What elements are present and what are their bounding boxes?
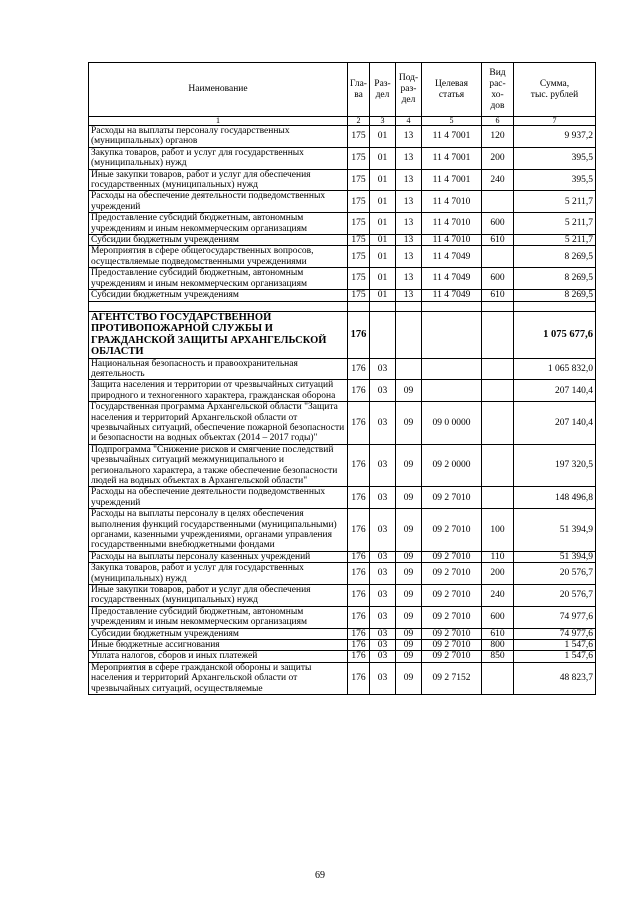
- table-row: [89, 311, 596, 358]
- table-row: [89, 628, 596, 639]
- table-row: [89, 213, 596, 235]
- row-subsection: 09: [396, 402, 422, 445]
- row-chapter: 176: [348, 662, 370, 694]
- row-name: Подпрограмма "Снижение рисков и смягчение последствий чрезвычайных ситуаций межмуниципального и регионального характера, а также обеспечение безопасности людей на водных объектах в Архангельской области": [89, 444, 348, 487]
- row-subsection: 13: [396, 191, 422, 213]
- row-chapter: 175: [348, 147, 370, 169]
- table-row: [89, 606, 596, 628]
- row-section: 03: [370, 444, 396, 487]
- table-body: [89, 126, 596, 695]
- table-row: [89, 402, 596, 445]
- row-section: 03: [370, 509, 396, 552]
- table-row: [89, 147, 596, 169]
- table-row: [89, 235, 596, 246]
- header-expense-type: Вид рас- хо- дов: [482, 63, 514, 117]
- table-row: [89, 358, 596, 380]
- row-expense-type: [482, 662, 514, 694]
- row-section: 03: [370, 585, 396, 607]
- empty-cell: [422, 301, 482, 311]
- table-row: [89, 290, 596, 301]
- column-number: 6: [482, 117, 514, 126]
- row-chapter: 175: [348, 290, 370, 301]
- row-amount: 74 977,6: [514, 628, 596, 639]
- row-section: 01: [370, 126, 396, 148]
- row-target-article: 09 2 7010: [422, 563, 482, 585]
- row-target-article: 11 4 7049: [422, 290, 482, 301]
- row-expense-type: [482, 380, 514, 402]
- row-name: Предоставление субсидий бюджетным, автономным учреждениям и иным некоммерческим организациям: [89, 606, 348, 628]
- empty-cell: [482, 301, 514, 311]
- row-chapter: 175: [348, 169, 370, 191]
- row-name: Субсидии бюджетным учреждениям: [89, 290, 348, 301]
- row-target-article: 11 4 7010: [422, 191, 482, 213]
- row-expense-type: 800: [482, 640, 514, 651]
- row-name: Расходы на выплаты персоналу государственных (муниципальных) органов: [89, 126, 348, 148]
- row-expense-type: 610: [482, 290, 514, 301]
- table-row: [89, 444, 596, 487]
- table-row: [89, 246, 596, 268]
- row-name: Расходы на обеспечение деятельности подведомственных учреждений: [89, 191, 348, 213]
- row-expense-type: 600: [482, 213, 514, 235]
- spacer-row: [89, 301, 596, 311]
- row-name: Предоставление субсидий бюджетным, автономным учреждениям и иным некоммерческим организациям: [89, 213, 348, 235]
- column-number: 5: [422, 117, 482, 126]
- row-section: 01: [370, 213, 396, 235]
- header-section: Раз- дел: [370, 63, 396, 117]
- row-subsection: 09: [396, 651, 422, 662]
- row-expense-type: 100: [482, 509, 514, 552]
- row-amount: 207 140,4: [514, 402, 596, 445]
- table-row: [89, 563, 596, 585]
- row-name: Расходы на обеспечение деятельности подведомственных учреждений: [89, 487, 348, 509]
- row-amount: 1 075 677,6: [514, 311, 596, 358]
- row-name: Закупка товаров, работ и услуг для государственных (муниципальных) нужд: [89, 147, 348, 169]
- row-section: 01: [370, 147, 396, 169]
- column-number: 3: [370, 117, 396, 126]
- row-name: Национальная безопасность и правоохранительная деятельность: [89, 358, 348, 380]
- row-expense-type: 600: [482, 268, 514, 290]
- row-amount: 20 576,7: [514, 563, 596, 585]
- row-name: Иные закупки товаров, работ и услуг для обеспечения государственных (муниципальных) нужд: [89, 169, 348, 191]
- row-section: 01: [370, 191, 396, 213]
- table-header-row: [89, 63, 596, 117]
- row-amount: 8 269,5: [514, 246, 596, 268]
- page-number: 69: [315, 870, 325, 881]
- row-amount: 9 937,2: [514, 126, 596, 148]
- row-chapter: 176: [348, 358, 370, 380]
- row-chapter: 176: [348, 640, 370, 651]
- row-section: 03: [370, 628, 396, 639]
- row-subsection: 09: [396, 628, 422, 639]
- header-chapter: Гла- ва: [348, 63, 370, 117]
- row-target-article: 11 4 7001: [422, 147, 482, 169]
- row-expense-type: 240: [482, 585, 514, 607]
- header-subsection: Под- раз- дел: [396, 63, 422, 117]
- row-target-article: 09 0 0000: [422, 402, 482, 445]
- row-chapter: 175: [348, 268, 370, 290]
- table-row: [89, 169, 596, 191]
- row-section: 03: [370, 358, 396, 380]
- row-target-article: 09 2 7152: [422, 662, 482, 694]
- row-expense-type: 850: [482, 651, 514, 662]
- row-expense-type: 610: [482, 235, 514, 246]
- row-target-article: 09 2 7010: [422, 487, 482, 509]
- row-section: 03: [370, 662, 396, 694]
- row-amount: 20 576,7: [514, 585, 596, 607]
- row-target-article: 09 2 7010: [422, 509, 482, 552]
- row-subsection: 09: [396, 380, 422, 402]
- row-expense-type: [482, 402, 514, 445]
- row-chapter: 175: [348, 126, 370, 148]
- column-numbers-row: [89, 117, 596, 126]
- row-section: 03: [370, 606, 396, 628]
- row-subsection: 13: [396, 147, 422, 169]
- row-section: 03: [370, 402, 396, 445]
- row-section: 01: [370, 246, 396, 268]
- row-amount: 8 269,5: [514, 290, 596, 301]
- row-name: Иные закупки товаров, работ и услуг для обеспечения государственных (муниципальных) нужд: [89, 585, 348, 607]
- row-chapter: 175: [348, 191, 370, 213]
- row-expense-type: 200: [482, 147, 514, 169]
- column-number: 1: [89, 117, 348, 126]
- row-name: Предоставление субсидий бюджетным, автономным учреждениям и иным некоммерческим организациям: [89, 268, 348, 290]
- row-chapter: 176: [348, 585, 370, 607]
- row-subsection: 09: [396, 662, 422, 694]
- row-target-article: 11 4 7010: [422, 235, 482, 246]
- table-row: [89, 662, 596, 694]
- row-amount: 1 065 832,0: [514, 358, 596, 380]
- row-section: 03: [370, 551, 396, 562]
- empty-cell: [370, 301, 396, 311]
- row-name: Мероприятия в сфере гражданской обороны и защиты населения и территорий Архангельской области от чрезвычайных ситуаций, осуществляемые: [89, 662, 348, 694]
- row-target-article: 11 4 7049: [422, 268, 482, 290]
- row-subsection: 13: [396, 235, 422, 246]
- table-row: [89, 585, 596, 607]
- row-expense-type: 120: [482, 126, 514, 148]
- row-amount: 74 977,6: [514, 606, 596, 628]
- row-amount: 5 211,7: [514, 191, 596, 213]
- row-name: Субсидии бюджетным учреждениям: [89, 628, 348, 639]
- header-amount: Сумма, тыс. рублей: [514, 63, 596, 117]
- row-section: 01: [370, 169, 396, 191]
- row-expense-type: 610: [482, 628, 514, 639]
- row-amount: 5 211,7: [514, 213, 596, 235]
- row-target-article: [422, 358, 482, 380]
- row-expense-type: [482, 311, 514, 358]
- row-name: Государственная программа Архангельской области "Защита населения и территорий Архангельской области от чрезвычайных ситуаций, обеспечение пожарной безопасности и безопасности на водных объектах (2014 – 2017 годы)": [89, 402, 348, 445]
- row-chapter: 176: [348, 402, 370, 445]
- row-target-article: 11 4 7001: [422, 126, 482, 148]
- row-expense-type: 110: [482, 551, 514, 562]
- row-subsection: 13: [396, 126, 422, 148]
- row-name: Иные бюджетные ассигнования: [89, 640, 348, 651]
- row-subsection: [396, 358, 422, 380]
- row-chapter: 175: [348, 235, 370, 246]
- row-chapter: 176: [348, 380, 370, 402]
- row-subsection: 13: [396, 213, 422, 235]
- row-section: 01: [370, 235, 396, 246]
- row-subsection: 09: [396, 551, 422, 562]
- row-amount: 5 211,7: [514, 235, 596, 246]
- row-expense-type: [482, 191, 514, 213]
- empty-cell: [514, 301, 596, 311]
- row-subsection: 09: [396, 509, 422, 552]
- table-row: [89, 126, 596, 148]
- row-target-article: 11 4 7001: [422, 169, 482, 191]
- table-row: [89, 551, 596, 562]
- row-chapter: 175: [348, 213, 370, 235]
- row-amount: 1 547,6: [514, 640, 596, 651]
- row-name: Закупка товаров, работ и услуг для государственных (муниципальных) нужд: [89, 563, 348, 585]
- row-amount: 1 547,6: [514, 651, 596, 662]
- row-expense-type: [482, 487, 514, 509]
- row-name: Защита населения и территории от чрезвычайных ситуаций природного и техногенного характера, гражданская оборона: [89, 380, 348, 402]
- row-name: АГЕНТСТВО ГОСУДАРСТВЕННОЙ ПРОТИВОПОЖАРНОЙ СЛУЖБЫ И ГРАЖДАНСКОЙ ЗАЩИТЫ АРХАНГЕЛЬСКОЙ ОБЛАСТИ: [89, 311, 348, 358]
- row-target-article: 09 2 7010: [422, 651, 482, 662]
- row-section: 03: [370, 563, 396, 585]
- row-section: 01: [370, 290, 396, 301]
- row-chapter: 176: [348, 444, 370, 487]
- row-section: [370, 311, 396, 358]
- row-target-article: 11 4 7010: [422, 213, 482, 235]
- row-name: Уплата налогов, сборов и иных платежей: [89, 651, 348, 662]
- row-amount: 148 496,8: [514, 487, 596, 509]
- row-subsection: 13: [396, 246, 422, 268]
- header-name: Наименование: [89, 63, 348, 117]
- row-section: 03: [370, 380, 396, 402]
- row-amount: 207 140,4: [514, 380, 596, 402]
- row-chapter: 176: [348, 509, 370, 552]
- row-expense-type: [482, 246, 514, 268]
- table-row: [89, 651, 596, 662]
- budget-table: [88, 62, 596, 695]
- row-subsection: 09: [396, 444, 422, 487]
- row-name: Расходы на выплаты персоналу казенных учреждений: [89, 551, 348, 562]
- row-chapter: 176: [348, 487, 370, 509]
- column-number: 2: [348, 117, 370, 126]
- empty-cell: [348, 301, 370, 311]
- row-chapter: 176: [348, 563, 370, 585]
- table-row: [89, 380, 596, 402]
- row-chapter: 175: [348, 246, 370, 268]
- row-name: Расходы на выплаты персоналу в целях обеспечения выполнения функций государственными (муниципальными) органами, казенными учреждениями, органами управления государственными внебюджетными фондами: [89, 509, 348, 552]
- row-target-article: 11 4 7049: [422, 246, 482, 268]
- row-amount: 197 320,5: [514, 444, 596, 487]
- column-number: 4: [396, 117, 422, 126]
- row-target-article: 09 2 7010: [422, 606, 482, 628]
- row-amount: 51 394,9: [514, 509, 596, 552]
- row-target-article: 09 2 7010: [422, 551, 482, 562]
- column-number: 7: [514, 117, 596, 126]
- row-expense-type: [482, 444, 514, 487]
- row-subsection: 09: [396, 563, 422, 585]
- row-section: 03: [370, 640, 396, 651]
- row-target-article: [422, 380, 482, 402]
- row-subsection: 13: [396, 268, 422, 290]
- row-amount: 51 394,9: [514, 551, 596, 562]
- row-subsection: 09: [396, 585, 422, 607]
- row-chapter: 176: [348, 311, 370, 358]
- row-expense-type: 200: [482, 563, 514, 585]
- row-target-article: 09 2 7010: [422, 640, 482, 651]
- row-target-article: [422, 311, 482, 358]
- row-target-article: 09 2 0000: [422, 444, 482, 487]
- row-chapter: 176: [348, 606, 370, 628]
- row-name: Мероприятия в сфере общегосударственных вопросов, осуществляемые подведомственными учреждениями: [89, 246, 348, 268]
- table-row: [89, 640, 596, 651]
- row-chapter: 176: [348, 628, 370, 639]
- row-section: 01: [370, 268, 396, 290]
- header-target-article: Целевая статья: [422, 63, 482, 117]
- row-target-article: 09 2 7010: [422, 628, 482, 639]
- row-section: 03: [370, 487, 396, 509]
- row-subsection: 09: [396, 640, 422, 651]
- row-amount: 395,5: [514, 169, 596, 191]
- table-row: [89, 268, 596, 290]
- row-subsection: [396, 311, 422, 358]
- row-name: Субсидии бюджетным учреждениям: [89, 235, 348, 246]
- row-subsection: 09: [396, 487, 422, 509]
- row-subsection: 13: [396, 290, 422, 301]
- row-subsection: 09: [396, 606, 422, 628]
- table-row: [89, 509, 596, 552]
- row-chapter: 176: [348, 651, 370, 662]
- row-amount: 48 823,7: [514, 662, 596, 694]
- row-chapter: 176: [348, 551, 370, 562]
- table-row: [89, 191, 596, 213]
- row-amount: 8 269,5: [514, 268, 596, 290]
- row-target-article: 09 2 7010: [422, 585, 482, 607]
- row-expense-type: 600: [482, 606, 514, 628]
- row-subsection: 13: [396, 169, 422, 191]
- row-section: 03: [370, 651, 396, 662]
- row-amount: 395,5: [514, 147, 596, 169]
- row-expense-type: 240: [482, 169, 514, 191]
- table-row: [89, 487, 596, 509]
- row-expense-type: [482, 358, 514, 380]
- empty-cell: [396, 301, 422, 311]
- empty-cell: [89, 301, 348, 311]
